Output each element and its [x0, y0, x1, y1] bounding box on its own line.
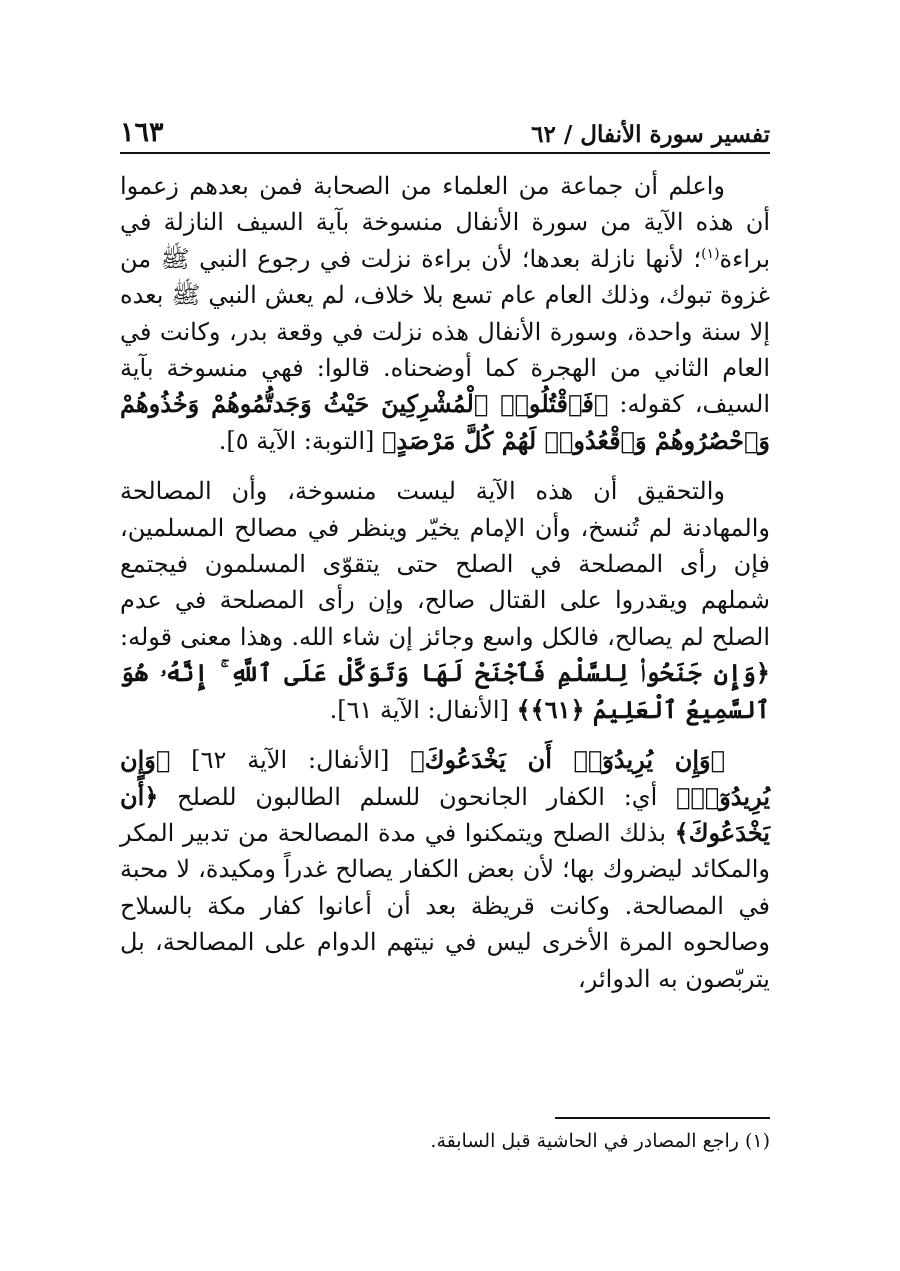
paragraph-1-text-continued: ؛ لأنها نازلة بعدها؛ لأن براءة نزلت في رجوع النبي ﷺ من غزوة تبوك، وذلك العام عام تسع بلا خلاف، لم يعش النبي ﷺ بعده إلا سنة واحدة، وسورة الأنفال هذه نزلت في وقعة بدر، وكانت في العام الثاني من الهجرة كما أوضحناه. قالوا: فهي منسوخة بآية السيف، كقوله:: [120, 244, 771, 419]
verse-reference: [التوبة: الآية ٥].: [218, 426, 383, 455]
quran-verse-anfal-62: ﴿وَإِن يُرِيدُوٓا۟ أَن يَخْدَعُوكَ﴾: [410, 745, 725, 775]
verse-reference: [الأنفال: الآية ٦١].: [329, 695, 517, 724]
header-title: تفسير سورة الأنفال / ٦٢: [531, 121, 770, 148]
main-text: [120, 168, 770, 997]
quran-phrase: ﴿أَن يَخْدَعُوكَ﴾: [120, 781, 770, 847]
paragraph-1-text: واعلم أن جماعة من العلماء من الصحابة فمن بعدهم زعموا أن هذه الآية من سورة الأنفال منسوخة بآية السيف النازلة في براءة: [120, 172, 770, 273]
paragraph-2: [120, 473, 770, 728]
quran-verse-tawbah-5: ﴿فَٱقْتُلُوا۟ ٱلْمُشْرِكِينَ حَيْثُ وَجَدتُّمُوهُمْ وَخُذُوهُمْ وَٱحْصُرُوهُمْ وَٱقْعُدُوا۟ لَهُمْ كُلَّ مَرْصَدٍ﴾: [120, 389, 770, 455]
quran-phrase: ﴿وَإِن يُرِيدُوٓا۟﴾: [120, 745, 770, 811]
paragraph-3-text: أي: الكفار الجانحون للسلم الطالبون للصلح: [158, 782, 676, 811]
footnote: (١) راجع المصادر في الحاشية قبل السابقة.: [430, 1130, 770, 1152]
verse-reference: [الأنفال: الآية ٦٢]: [170, 746, 411, 775]
paragraph-2-text: والتحقيق أن هذه الآية ليست منسوخة، وأن المصالحة والمهادنة لم تُنسخ، وأن الإمام يخيّر وينظر في مصالح المسلمين، فإن رأى المصلحة في الصلح حتى يتقوّى المسلمون فيجتمع شملهم ويقدروا على القتال صالح، وإن رأى المصلحة في عدم الصلح لم يصالح، فالكل واسع وجائز إن شاء الله. وهذا معنى قوله:: [120, 477, 770, 651]
header-divider: [120, 152, 770, 154]
paragraph-3-text-continued: بذلك الصلح ويتمكنوا في مدة المصالحة من تدبير المكر والمكائد ليضروك بها؛ لأن بعض الكفار يصالح غدراً ومكيدة، لا محبة في المصالحة. وكانت قريظة بعد أن أعانوا كفار مكة بالسلاح وصالحوه المرة الأخرى ليس في نيتهم الدوام على المصالحة، بل يتربّصون به الدوائر،: [120, 818, 771, 993]
paragraph-3: [120, 742, 770, 997]
paragraph-1: [120, 168, 770, 459]
running-header: [120, 108, 770, 148]
quran-verse-anfal-61: ﴿وَإِن جَنَحُوا۟ لِلسَّلْمِ فَٱجْنَحْ لَهَا وَتَوَكَّلْ عَلَى ٱللَّهِ ۚ إِنَّهُۥ هُوَ ٱلسَّمِيعُ ٱلْعَلِيمُ ﴿٦١﴾﴾: [120, 658, 770, 724]
footnote-divider: [555, 1117, 770, 1119]
page-number: ١٦٣: [120, 117, 164, 148]
footnote-marker: (١): [701, 245, 720, 262]
